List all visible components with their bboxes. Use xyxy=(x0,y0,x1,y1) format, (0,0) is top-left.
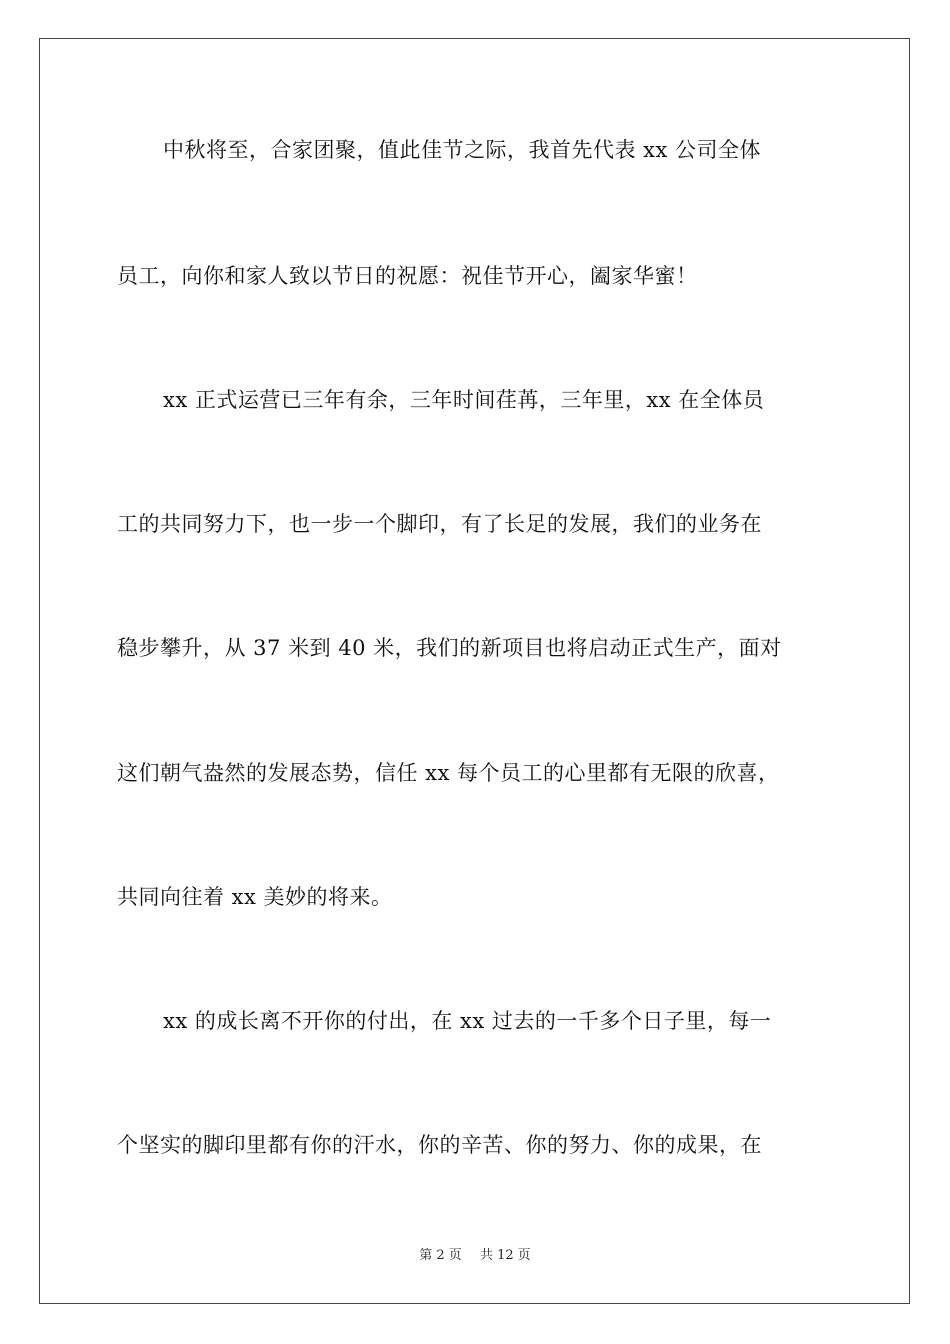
paragraph-1-line-1: 中秋将至，合家团聚，值此佳节之际，我首先代表 xx 公司全体 xyxy=(163,138,762,162)
page-border xyxy=(39,38,910,1304)
total-page-count: 共 12 页 xyxy=(479,1248,531,1263)
paragraph-2-line-4: 这们朝气盎然的发展态势，信任 xx 每个员工的心里都有无限的欣喜， xyxy=(117,761,780,785)
page-footer xyxy=(0,1247,950,1265)
paragraph-1-line-2: 员工，向你和家人致以节日的祝愿：祝佳节开心，阖家华蜜！ xyxy=(117,264,698,288)
paragraph-2-line-1: xx 正式运营已三年有余，三年时间荏苒，三年里，xx 在全体员 xyxy=(163,388,765,412)
paragraph-2-line-3: 稳步攀升，从 37 米到 40 米，我们的新项目也将启动正式生产，面对 xyxy=(117,636,782,660)
current-page-number: 第 2 页 xyxy=(419,1248,462,1263)
paragraph-2-line-2: 工的共同努力下，也一步一个脚印，有了长足的发展，我们的业务在 xyxy=(117,512,762,536)
paragraph-3-line-2: 个坚实的脚印里都有你的汗水，你的辛苦、你的努力、你的成果，在 xyxy=(117,1133,762,1157)
paragraph-3-line-1: xx 的成长离不开你的付出，在 xx 过去的一千多个日子里，每一 xyxy=(163,1009,772,1033)
paragraph-2-line-5: 共同向往着 xx 美妙的将来。 xyxy=(117,885,393,909)
